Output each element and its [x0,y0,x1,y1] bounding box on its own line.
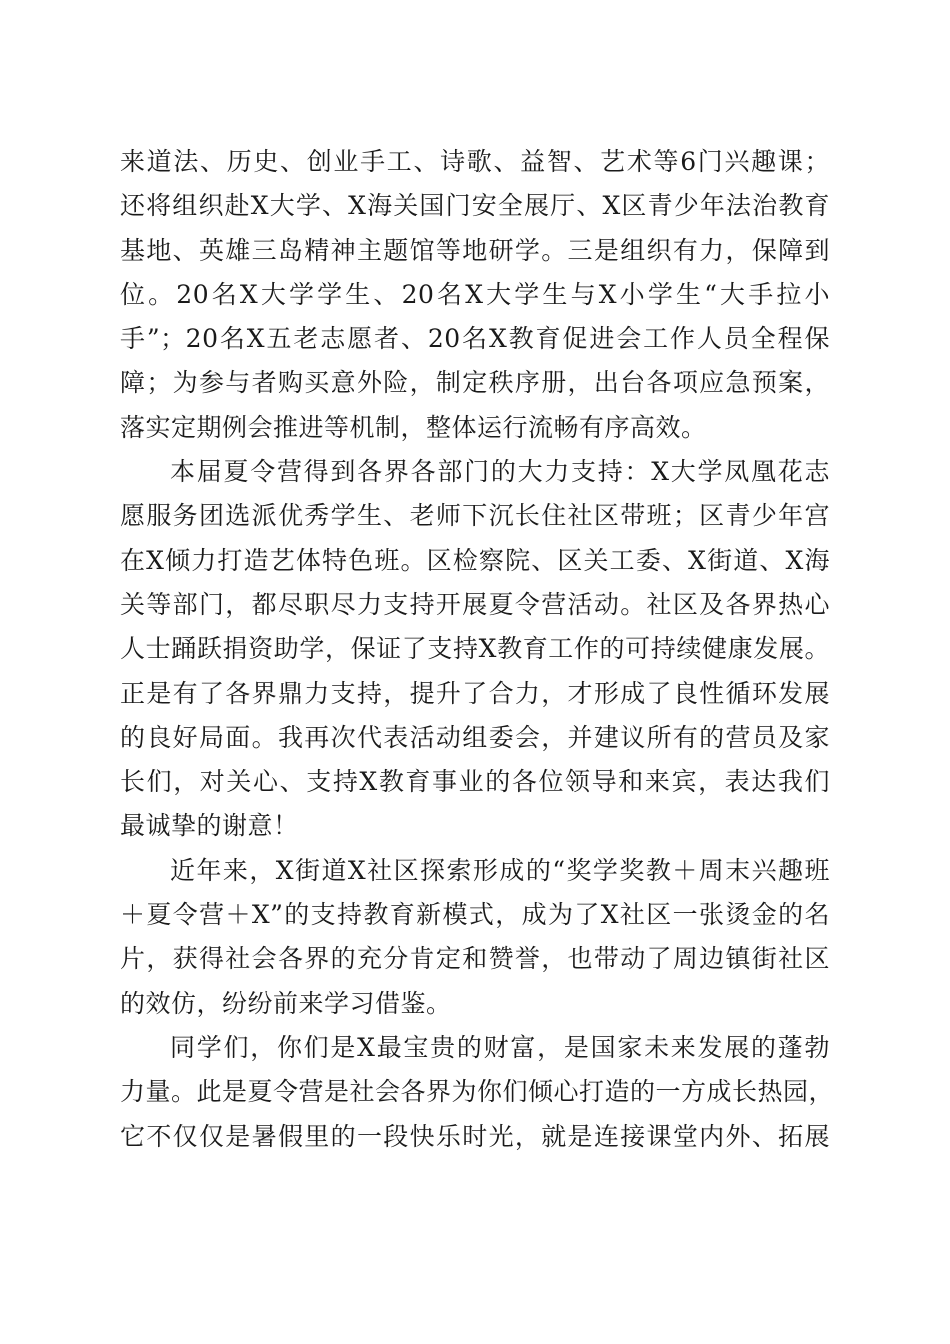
text-line: 的效仿，纷纷前来学习借鉴。 [120,988,452,1018]
paragraph-1 [120,140,830,450]
text-line: 本届夏令营得到各界各部门的大力支持：X大学凤凰花志 [170,457,830,487]
text-line: 力量。此是夏令营是社会各界为你们倾心打造的一方成长热园， [120,1077,835,1107]
text-line: 片，获得社会各界的充分肯定和赞誉，也带动了周边镇街社区 [120,944,830,974]
text-line: 长们，对关心、支持X教育事业的各位领导和来宾，表达我们 [120,767,830,797]
text-line: ＋夏令营＋X”的支持教育新模式，成为了X社区一张烫金的名 [120,900,830,930]
paragraph-3 [120,849,830,1026]
document-body [120,140,835,1159]
text-line: 位。20名X大学学生、20名X大学生与X小学生“大手拉小 [120,279,830,309]
text-line: 同学们，你们是X最宝贵的财富，是国家未来发展的蓬勃 [170,1032,830,1062]
text-line: 近年来，X街道X社区探索形成的“奖学奖教＋周末兴趣班 [170,855,830,885]
text-line: 障；为参与者购买意外险，制定秩序册，出台各项应急预案， [120,368,830,398]
text-line: 的良好局面。我再次代表活动组委会，并建议所有的营员及家 [120,722,830,752]
text-line: 愿服务团选派优秀学生、老师下沉长住社区带班；区青少年宫 [120,501,830,531]
text-line: 人士踊跃捐资助学，保证了支持X教育工作的可持续健康发展。 [120,634,830,664]
paragraph-4 [120,1026,835,1159]
paragraph-2 [120,450,830,849]
text-line: 它不仅仅是暑假里的一段快乐时光，就是连接课堂内外、拓展 [120,1121,830,1151]
text-line: 落实定期例会推进等机制，整体运行流畅有序高效。 [120,412,707,442]
text-line: 关等部门，都尽职尽力支持开展夏令营活动。社区及各界热心 [120,589,830,619]
text-line: 最诚挚的谢意！ [120,811,299,841]
text-line: 来道法、历史、创业手工、诗歌、益智、艺术等6门兴趣课； [120,147,830,176]
text-line: 手”；20名X五老志愿者、20名X教育促进会工作人员全程保 [120,324,830,354]
text-line: 基地、英雄三岛精神主题馆等地研学。三是组织有力，保障到 [120,235,830,265]
text-line: 在X倾力打造艺体特色班。区检察院、区关工委、X街道、X海 [120,545,830,575]
text-line: 正是有了各界鼎力支持，提升了合力，才形成了良性循环发展 [120,678,830,708]
text-line: 还将组织赴X大学、X海关国门安全展厅、X区青少年法治教育 [120,191,830,221]
